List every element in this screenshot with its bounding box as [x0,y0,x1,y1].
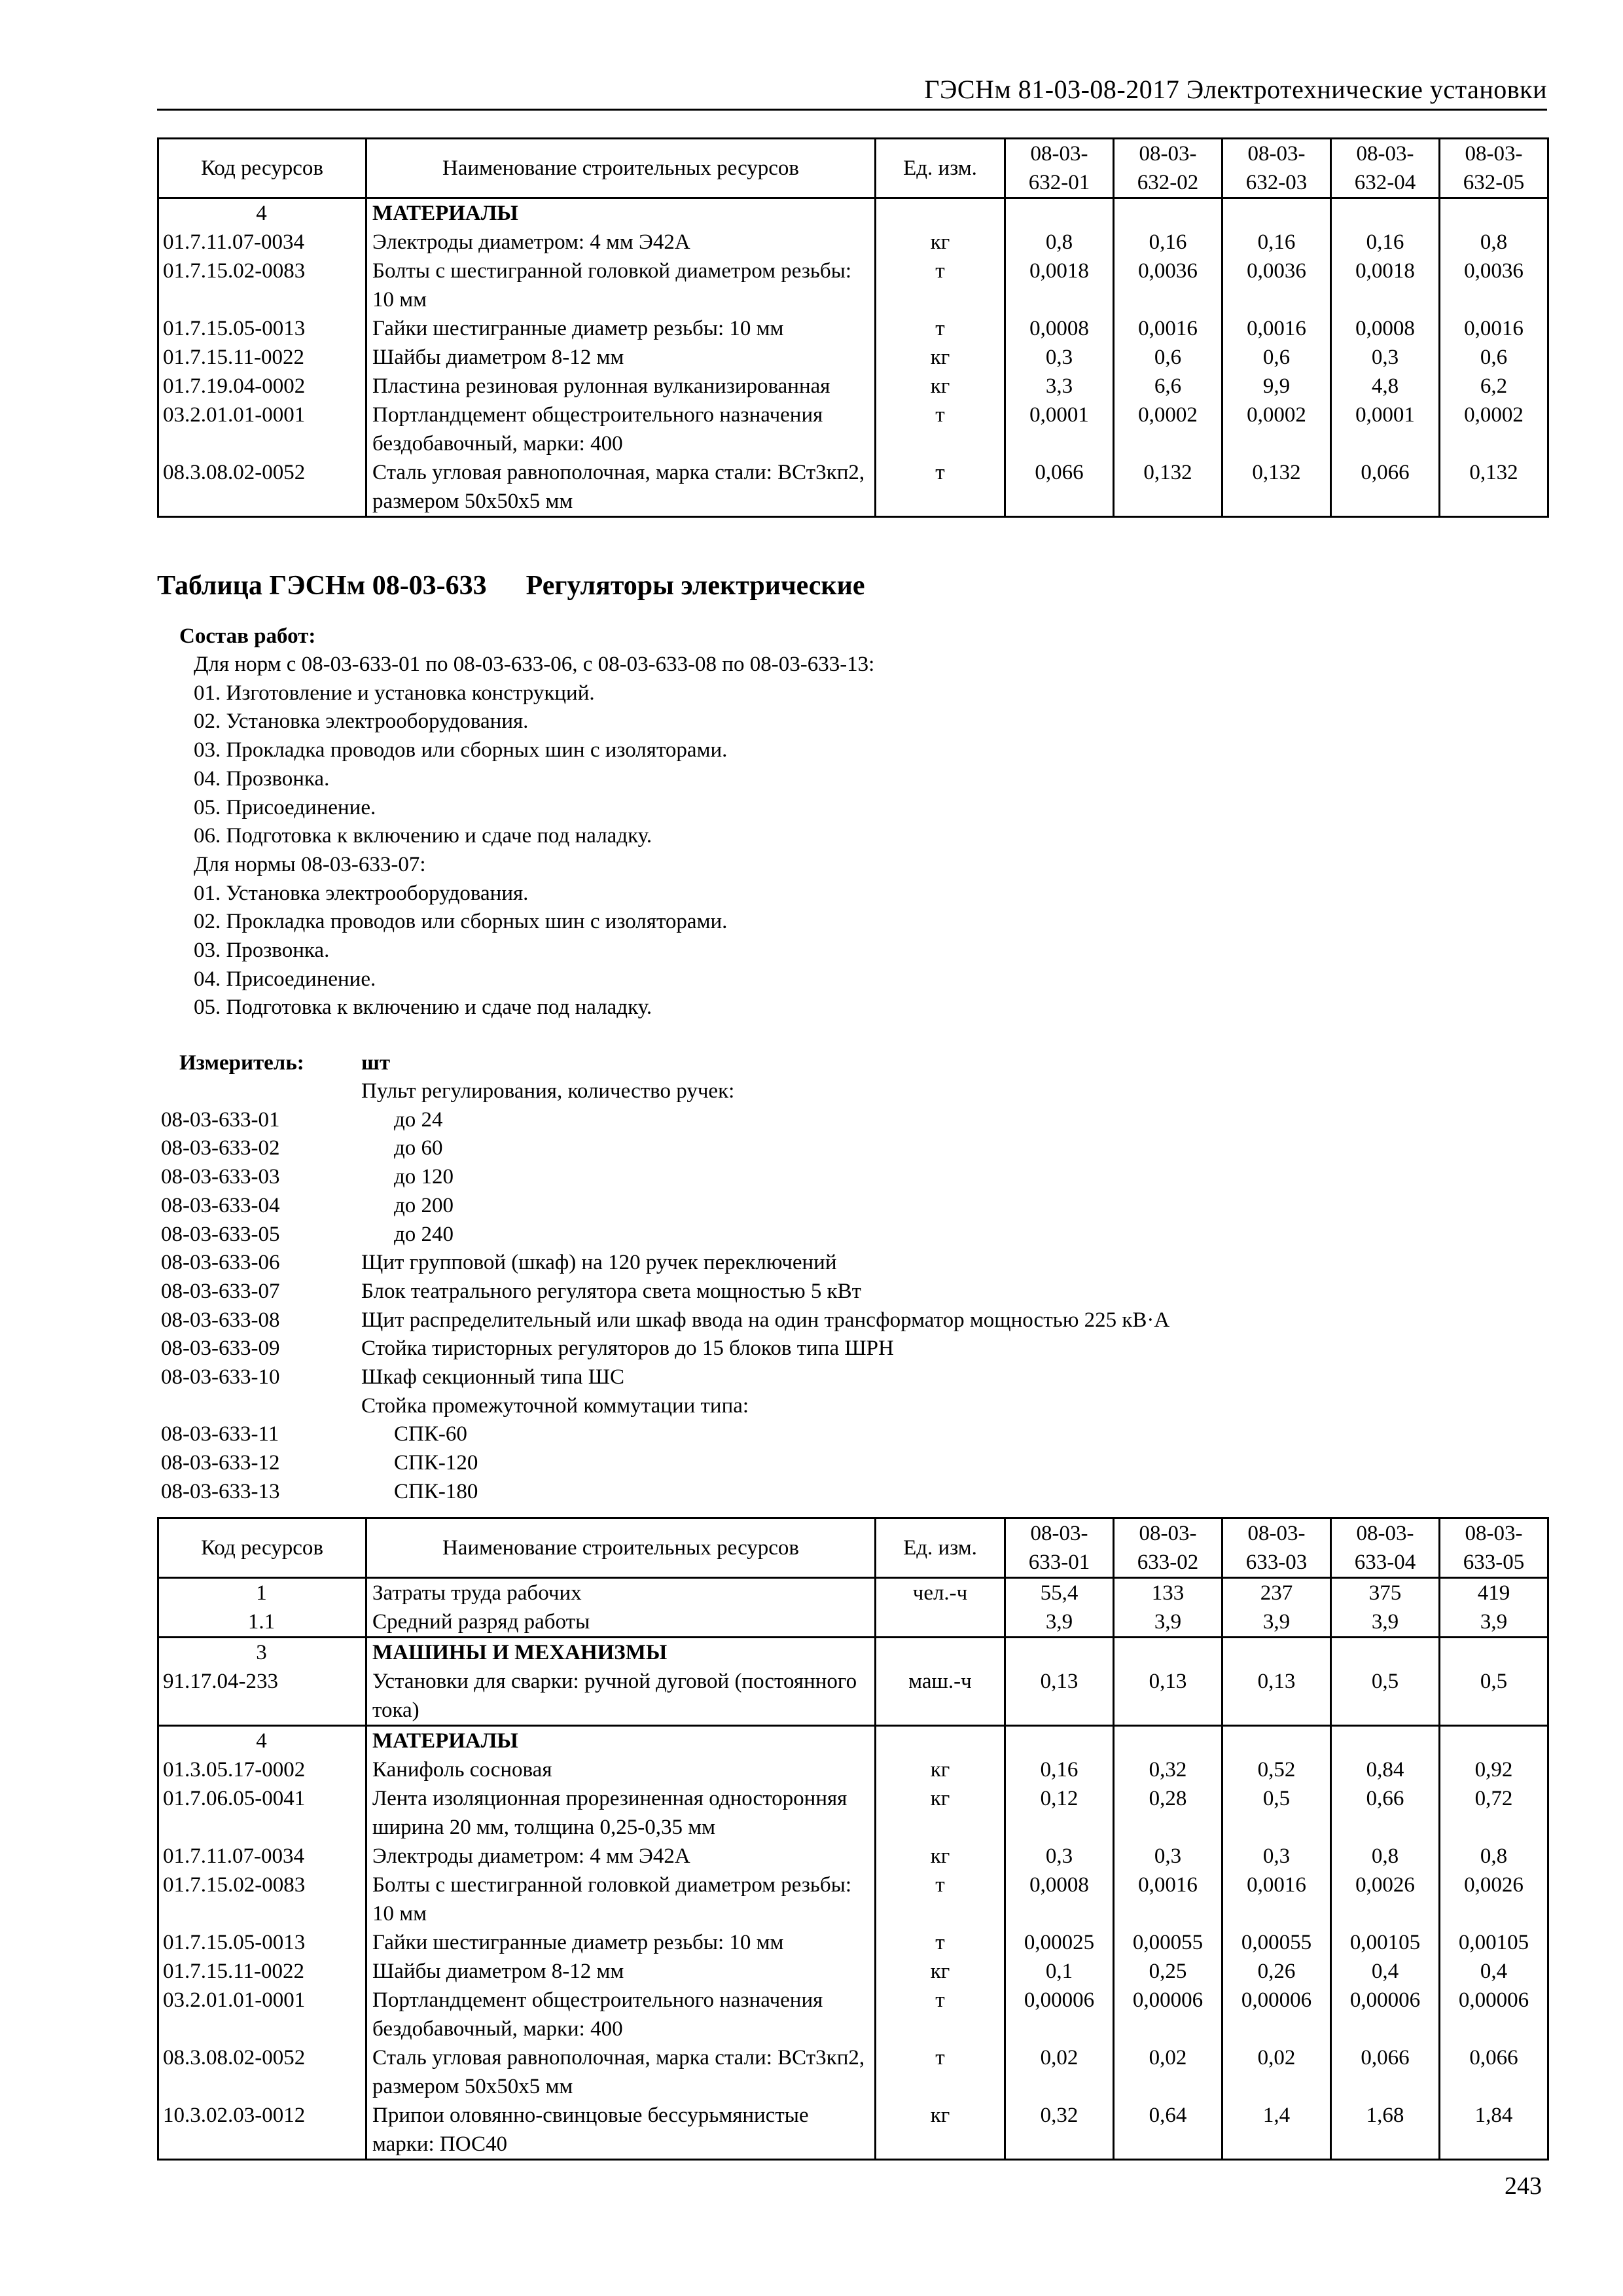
column-header: Код ресурсов [158,139,366,198]
resource-code: 03.2.01.01-0001 [158,401,366,458]
resource-name: Сталь угловая равнополочная, марка стали: ВСт3кп2, размером 50х50х5 мм [366,2043,876,2101]
value-cell: 55,4 [1005,1578,1114,1608]
resource-code: 01.7.15.05-0013 [158,314,366,343]
resource-code: 01.3.05.17-0002 [158,1755,366,1784]
value-cell: 0,0016 [1440,314,1548,343]
value-cell: 0,00025 [1005,1928,1114,1957]
norm-code-part: 632-01 [1028,171,1090,194]
section-title [157,568,865,603]
value-cell: 419 [1440,1578,1548,1608]
unit-cell: кг [876,1957,1005,1986]
column-header-norm [1222,139,1331,198]
value-cell: 0,0016 [1222,1871,1331,1928]
value-cell: 0,3 [1005,343,1114,372]
column-header-norm [1114,139,1222,198]
norm-description: до 60 [394,1136,443,1160]
resource-code: 01.7.15.05-0013 [158,1928,366,1957]
value-cell: 237 [1222,1578,1331,1608]
value-cell: 0,00105 [1440,1928,1548,1957]
resource-code: 08.3.08.02-0052 [158,458,366,517]
unit-cell [876,1607,1005,1638]
column-header-norm [1005,139,1114,198]
work-item: 03. Прокладка проводов или сборных шин с изоляторами. [194,738,728,762]
value-cell: 133 [1114,1578,1222,1608]
value-cell: 0,0026 [1331,1871,1440,1928]
resource-code: 01.7.15.02-0083 [158,1871,366,1928]
value-cell: 0,16 [1005,1755,1114,1784]
value-cell: 0,0002 [1440,401,1548,458]
value-cell: 0,00006 [1114,1986,1222,2043]
unit-cell: кг [876,372,1005,401]
table-row [158,401,1548,458]
resource-code: 4 [158,198,366,228]
norm-description: Щит распределительный или шкаф ввода на один трансформатор мощностью 225 кВ·А [361,1308,1170,1332]
norm-code-part: 633-04 [1354,1551,1416,1574]
norm-description: Щит групповой (шкаф) на 120 ручек переключений [361,1251,837,1275]
resource-name: Шайбы диаметром 8-12 мм [366,343,876,372]
resource-code: 08.3.08.02-0052 [158,2043,366,2101]
resource-name: Сталь угловая равнополочная, марка стали: ВСт3кп2, размером 50х50х5 мм [366,458,876,517]
value-cell: 0,66 [1331,1784,1440,1842]
page-number: 243 [1505,2172,1542,2200]
value-cell: 0,5 [1331,1667,1440,1726]
norm-description: Стойка тиристорных регуляторов до 15 блоков типа ШРН [361,1336,894,1361]
value-cell: 0,3 [1005,1842,1114,1871]
value-cell: 0,00055 [1114,1928,1222,1957]
norm-code-part: 633-02 [1137,1551,1199,1574]
resource-name: Пластина резиновая рулонная вулканизированная [366,372,876,401]
section-row [158,1726,1548,1756]
table-row [158,458,1548,517]
resource-code: 03.2.01.01-0001 [158,1986,366,2043]
section-row [158,1578,1548,1608]
value-cell: 3,9 [1222,1607,1331,1638]
resource-name: МАШИНЫ И МЕХАНИЗМЫ [366,1638,876,1668]
table-row [158,1607,1548,1638]
value-cell: 0,5 [1440,1667,1548,1726]
value-cell: 0,0016 [1114,314,1222,343]
norm-description: до 240 [394,1222,454,1246]
value-cell: 0,52 [1222,1755,1331,1784]
resource-code: 01.7.11.07-0034 [158,1842,366,1871]
table-row [158,1957,1548,1986]
work-item: 04. Прозвонка. [194,766,330,791]
value-cell: 0,00006 [1222,1986,1331,2043]
value-cell [1440,1638,1548,1668]
value-cell: 0,4 [1440,1957,1548,1986]
value-cell: 0,28 [1114,1784,1222,1842]
work-composition [194,651,874,1022]
value-cell: 0,02 [1222,2043,1331,2101]
norm-code: 08-03-633-08 [161,1308,280,1332]
work-item: 05. Присоединение. [194,795,376,819]
resource-name: Установки для сварки: ручной дуговой (постоянного тока) [366,1667,876,1726]
value-cell: 0,02 [1114,2043,1222,2101]
value-cell: 0,32 [1005,2101,1114,2160]
norm-code-part: 08-03- [1139,142,1197,166]
resource-code: 1 [158,1578,366,1608]
norm-code-part: 08-03- [1356,142,1414,166]
value-cell [1005,198,1114,228]
value-cell [1114,1726,1222,1756]
value-cell [1440,1726,1548,1756]
value-cell: 0,0016 [1114,1871,1222,1928]
value-cell: 0,00105 [1331,1928,1440,1957]
value-cell: 0,132 [1440,458,1548,517]
value-cell: 0,132 [1222,458,1331,517]
norm-code: 08-03-633-04 [161,1193,280,1217]
column-header-norm [1440,139,1548,198]
norm-code-part: 632-05 [1463,171,1525,194]
value-cell: 0,92 [1440,1755,1548,1784]
value-cell [1222,198,1331,228]
norm-code: 08-03-633-01 [161,1107,280,1132]
value-cell: 0,00006 [1440,1986,1548,2043]
norm-code-part: 08-03- [1139,1522,1197,1545]
value-cell: 0,0026 [1440,1871,1548,1928]
value-cell: 6,6 [1114,372,1222,401]
value-cell: 0,13 [1005,1667,1114,1726]
value-cell: 0,02 [1005,2043,1114,2101]
resource-code: 01.7.15.11-0022 [158,343,366,372]
table-row [158,257,1548,314]
resource-name: Портландцемент общестроительного назначения бездобавочный, марки: 400 [366,401,876,458]
value-cell: 0,8 [1005,228,1114,257]
norm-description: СПК-60 [394,1422,467,1446]
meter-label: Измеритель: [179,1051,304,1075]
work-label: Состав работ: [179,624,316,648]
column-header: Наименование строительных ресурсов [366,139,876,198]
norm-code: 08-03-633-10 [161,1365,280,1389]
value-cell: 3,9 [1114,1607,1222,1638]
norm-code: 08-03-633-13 [161,1479,280,1503]
value-cell: 0,066 [1005,458,1114,517]
value-cell: 0,5 [1222,1784,1331,1842]
unit-cell: т [876,458,1005,517]
table-row [158,343,1548,372]
value-cell: 0,0008 [1005,1871,1114,1928]
value-cell: 0,0018 [1005,257,1114,314]
value-cell: 0,0002 [1114,401,1222,458]
value-cell: 3,9 [1440,1607,1548,1638]
value-cell: 0,0018 [1331,257,1440,314]
norm-code-part: 08-03- [1247,1522,1306,1545]
resource-name: Электроды диаметром: 4 мм Э42А [366,228,876,257]
resource-name: Гайки шестигранные диаметр резьбы: 10 мм [366,314,876,343]
table-row [158,1784,1548,1842]
norm-code-part: 632-04 [1354,171,1416,194]
value-cell [1440,198,1548,228]
unit-cell: кг [876,1755,1005,1784]
resource-name: Портландцемент общестроительного назначения бездобавочный, марки: 400 [366,1986,876,2043]
table-row [158,372,1548,401]
table-row [158,1986,1548,2043]
value-cell: 1,84 [1440,2101,1548,2160]
column-header-norm [1005,1518,1114,1578]
value-cell: 0,132 [1114,458,1222,517]
work-item: 01. Установка электрооборудования. [194,881,529,905]
value-cell: 0,72 [1440,1784,1548,1842]
norm-code: 08-03-633-02 [161,1136,280,1160]
running-header: ГЭСНм 81-03-08-2017 Электротехнические установки [157,73,1547,111]
value-cell: 0,066 [1331,2043,1440,2101]
work-item: 01. Изготовление и установка конструкций. [194,681,595,705]
resource-name: Канифоль сосновая [366,1755,876,1784]
work-item: Для норм с 08-03-633-01 по 08-03-633-06, с 08-03-633-08 по 08-03-633-13: [194,653,875,676]
value-cell [1005,1726,1114,1756]
unit-cell: т [876,314,1005,343]
value-cell: 0,12 [1005,1784,1114,1842]
work-item: 03. Прозвонка. [194,939,330,963]
value-cell: 0,4 [1331,1957,1440,1986]
value-cell: 0,13 [1114,1667,1222,1726]
unit-cell: кг [876,343,1005,372]
value-cell: 9,9 [1222,372,1331,401]
unit-cell: т [876,2043,1005,2101]
value-cell [1331,1638,1440,1668]
work-item: Для нормы 08-03-633-07: [194,852,426,876]
resource-code: 10.3.02.03-0012 [158,2101,366,2160]
value-cell: 0,0036 [1440,257,1548,314]
value-cell: 0,64 [1114,2101,1222,2160]
resource-code: 01.7.06.05-0041 [158,1784,366,1842]
value-cell: 0,066 [1440,2043,1548,2101]
resource-name: Электроды диаметром: 4 мм Э42А [366,1842,876,1871]
table-row [158,228,1548,257]
value-cell: 0,00055 [1222,1928,1331,1957]
value-cell: 0,6 [1222,343,1331,372]
value-cell: 0,8 [1440,228,1548,257]
resource-code: 91.17.04-233 [158,1667,366,1726]
unit-cell [876,1726,1005,1756]
norm-description: СПК-120 [394,1451,478,1475]
work-item: 05. Подготовка к включению и сдаче под наладку. [194,996,652,1020]
section-row [158,1638,1548,1668]
norm-code-part: 633-03 [1245,1551,1308,1574]
resource-code: 01.7.11.07-0034 [158,228,366,257]
value-cell: 3,9 [1331,1607,1440,1638]
header-row [158,139,1548,198]
norm-code: 08-03-633-12 [161,1451,280,1475]
resource-code: 01.7.15.02-0083 [158,257,366,314]
resource-name: Болты с шестигранной головкой диаметром резьбы: 10 мм [366,257,876,314]
norm-code-part: 632-03 [1245,171,1308,194]
column-header-norm [1440,1518,1548,1578]
norm-code-part: 08-03- [1247,142,1306,166]
norm-code-part: 633-05 [1463,1551,1525,1574]
norm-description: Стойка промежуточной коммутации типа: [361,1393,749,1418]
unit-cell: кг [876,1784,1005,1842]
column-header: Ед. изм. [876,139,1005,198]
resource-name: Средний разряд работы [366,1607,876,1638]
value-cell: 0,3 [1114,1842,1222,1871]
table-number: Таблица ГЭСНм 08-03-633 [157,571,487,601]
resource-name: Припои оловянно-свинцовые бессурьмянистые марки: ПОС40 [366,2101,876,2160]
value-cell: 1,4 [1222,2101,1331,2160]
norm-code-part: 08-03- [1030,1522,1088,1545]
unit-cell: т [876,1928,1005,1957]
unit-cell: кг [876,1842,1005,1871]
resource-code: 01.7.19.04-0002 [158,372,366,401]
value-cell: 0,0036 [1222,257,1331,314]
resource-name: МАТЕРИАЛЫ [366,198,876,228]
unit-cell: т [876,1871,1005,1928]
column-header: Код ресурсов [158,1518,366,1578]
unit-cell: чел.-ч [876,1578,1005,1608]
norm-description: до 120 [394,1165,454,1189]
value-cell: 0,6 [1114,343,1222,372]
norm-code-part: 08-03- [1356,1522,1414,1545]
resource-name: Гайки шестигранные диаметр резьбы: 10 мм [366,1928,876,1957]
unit-cell: т [876,401,1005,458]
resource-name: Болты с шестигранной головкой диаметром резьбы: 10 мм [366,1871,876,1928]
value-cell: 0,0016 [1222,314,1331,343]
value-cell: 1,68 [1331,2101,1440,2160]
value-cell [1331,198,1440,228]
resource-name: Лента изоляционная прорезиненная односторонняя ширина 20 мм, толщина 0,25-0,35 мм [366,1784,876,1842]
table-row [158,1842,1548,1871]
value-cell [1114,1638,1222,1668]
table-name: Регуляторы электрические [526,571,865,601]
value-cell: 0,16 [1222,228,1331,257]
norm-code-part: 08-03- [1030,142,1088,166]
table-row [158,2043,1548,2101]
value-cell: 0,13 [1222,1667,1331,1726]
value-cell [1222,1726,1331,1756]
value-cell: 0,26 [1222,1957,1331,1986]
value-cell: 375 [1331,1578,1440,1608]
unit-cell [876,1638,1005,1668]
value-cell: 0,1 [1005,1957,1114,1986]
value-cell: 0,3 [1222,1842,1331,1871]
value-cell: 0,0002 [1222,401,1331,458]
header-row [158,1518,1548,1578]
resource-code: 4 [158,1726,366,1756]
resource-name: МАТЕРИАЛЫ [366,1726,876,1756]
norm-code: 08-03-633-05 [161,1222,280,1246]
norm-description: СПК-180 [394,1479,478,1503]
resources-table-633 [157,1517,1549,2161]
column-header: Наименование строительных ресурсов [366,1518,876,1578]
value-cell: 0,0001 [1005,401,1114,458]
resources-table-632 [157,137,1549,518]
unit-cell: т [876,1986,1005,2043]
value-cell: 0,25 [1114,1957,1222,1986]
norm-description: Шкаф секционный типа ШС [361,1365,624,1389]
column-header-norm [1222,1518,1331,1578]
work-item: 02. Установка электрооборудования. [194,709,529,734]
section-row [158,198,1548,228]
resource-name: Затраты труда рабочих [366,1578,876,1608]
work-item: 02. Прокладка проводов или сборных шин с изоляторами. [194,910,728,934]
value-cell: 0,6 [1440,343,1548,372]
work-item: 04. Присоединение. [194,967,376,991]
unit-cell: кг [876,228,1005,257]
value-cell [1005,1638,1114,1668]
table-row [158,1755,1548,1784]
value-cell: 3,3 [1005,372,1114,401]
table-row [158,2101,1548,2160]
value-cell [1331,1726,1440,1756]
norm-code-part: 632-02 [1137,171,1199,194]
table-row [158,314,1548,343]
value-cell: 0,16 [1331,228,1440,257]
value-cell: 0,0008 [1331,314,1440,343]
value-cell: 0,3 [1331,343,1440,372]
value-cell: 0,00006 [1331,1986,1440,2043]
value-cell [1222,1638,1331,1668]
unit-cell: т [876,257,1005,314]
meter-unit: шт [361,1051,391,1075]
resource-name: Шайбы диаметром 8-12 мм [366,1957,876,1986]
unit-cell: маш.-ч [876,1667,1005,1726]
value-cell: 0,32 [1114,1755,1222,1784]
resource-code: 1.1 [158,1607,366,1638]
norm-code-part: 08-03- [1465,142,1523,166]
unit-cell: кг [876,2101,1005,2160]
value-cell: 0,8 [1440,1842,1548,1871]
value-cell: 4,8 [1331,372,1440,401]
norm-code: 08-03-633-11 [161,1422,279,1446]
resource-code: 01.7.15.11-0022 [158,1957,366,1986]
value-cell: 0,0008 [1005,314,1114,343]
value-cell: 3,9 [1005,1607,1114,1638]
norm-code: 08-03-633-06 [161,1251,280,1275]
column-header-norm [1331,1518,1440,1578]
value-cell: 0,16 [1114,228,1222,257]
value-cell [1114,198,1222,228]
resource-code: 3 [158,1638,366,1668]
value-cell: 0,84 [1331,1755,1440,1784]
norm-description: до 24 [394,1107,443,1132]
norm-code-part: 08-03- [1465,1522,1523,1545]
norm-code-part: 633-01 [1028,1551,1090,1574]
value-cell: 0,00006 [1005,1986,1114,2043]
value-cell: 6,2 [1440,372,1548,401]
table-row [158,1871,1548,1928]
norm-description: до 200 [394,1193,454,1217]
column-header-norm [1114,1518,1222,1578]
table-row [158,1667,1548,1726]
value-cell: 0,066 [1331,458,1440,517]
value-cell: 0,8 [1331,1842,1440,1871]
norm-code: 08-03-633-03 [161,1165,280,1189]
norm-code: 08-03-633-07 [161,1279,280,1303]
norm-description: Пульт регулирования, количество ручек: [361,1079,735,1103]
value-cell: 0,0001 [1331,401,1440,458]
work-item: 06. Подготовка к включению и сдаче под наладку. [194,824,652,848]
norm-description: Блок театрального регулятора света мощностью 5 кВт [361,1279,862,1303]
column-header-norm [1331,139,1440,198]
unit-cell [876,198,1005,228]
value-cell: 0,0036 [1114,257,1222,314]
norm-code: 08-03-633-09 [161,1336,280,1361]
table-row [158,1928,1548,1957]
column-header: Ед. изм. [876,1518,1005,1578]
